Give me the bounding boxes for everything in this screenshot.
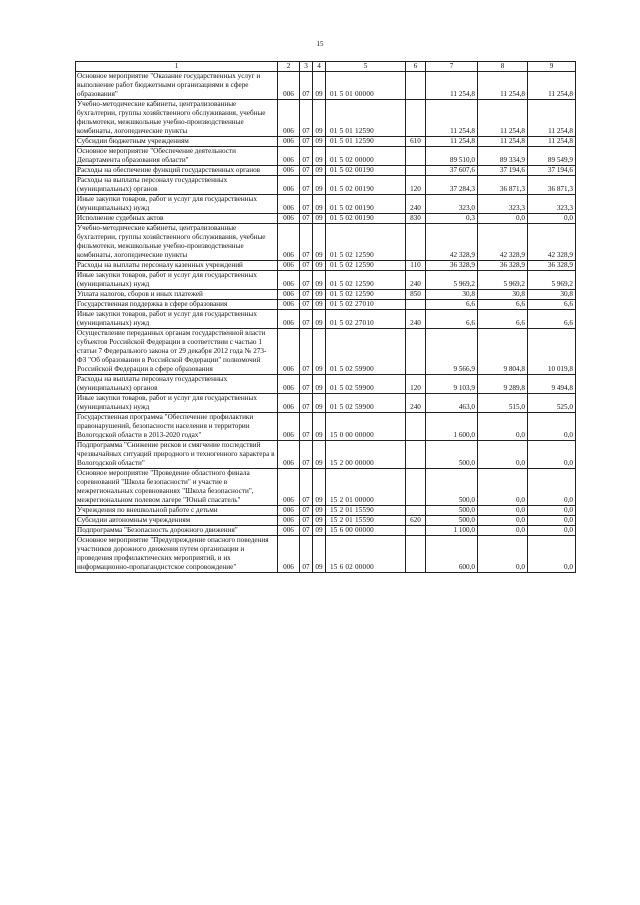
expense-type-cell: 110: [406, 261, 426, 271]
amount-year2-cell: 0,0: [478, 214, 528, 224]
amount-year1-cell: 9 103,9: [426, 375, 478, 394]
admin-code-cell: 006: [278, 375, 300, 394]
table-row: [76, 100, 576, 137]
table-row: [76, 72, 576, 100]
expense-type-cell: [406, 441, 426, 469]
amount-year3-cell: 0,0: [528, 441, 576, 469]
table-row: [76, 137, 576, 147]
amount-year1-cell: 600,0: [426, 536, 478, 573]
amount-year3-cell: 0,0: [528, 469, 576, 506]
amount-year1-cell: 463,0: [426, 394, 478, 413]
section-code-cell: 07: [300, 214, 313, 224]
section-code-cell: 07: [300, 469, 313, 506]
amount-year1-cell: 1 600,0: [426, 413, 478, 441]
section-code-cell: 07: [300, 290, 313, 300]
table-row: [76, 300, 576, 310]
admin-code-cell: 006: [278, 147, 300, 166]
subsection-code-cell: 09: [313, 413, 326, 441]
subsection-code-cell: 09: [313, 516, 326, 526]
row-name-cell: Расходы на обеспечение функций государственных органов: [76, 166, 278, 176]
amount-year3-cell: 42 328,9: [528, 224, 576, 261]
row-name-cell: Исполнение судебных актов: [76, 214, 278, 224]
expense-type-cell: [406, 506, 426, 516]
target-code-cell: 01 5 01 12590: [326, 137, 406, 147]
amount-year3-cell: 0,0: [528, 536, 576, 573]
row-name-cell: Подпрограмма "Снижение рисков и смягчение последствий чрезвычайных ситуаций природного и техногенного характера в Вологодской области": [76, 441, 278, 469]
row-name-cell: Основное мероприятие "Предупреждение опасного поведения участников дорожного движения путем организации и проведения профилактических мероприятий, и их информационно-пропагандистское сопровождение": [76, 536, 278, 573]
row-name-cell: Основное мероприятие "Обеспечение деятельности Департамента образования области": [76, 147, 278, 166]
amount-year1-cell: 1 100,0: [426, 526, 478, 536]
budget-table: [75, 61, 576, 573]
table-row: [76, 375, 576, 394]
row-name-cell: Государственная программа "Обеспечение профилактики правонарушений, безопасности населения и территории Вологодской области в 2013-2020 годах": [76, 413, 278, 441]
subsection-code-cell: 09: [313, 469, 326, 506]
subsection-code-cell: 09: [313, 261, 326, 271]
table-row: [76, 526, 576, 536]
subsection-code-cell: 09: [313, 72, 326, 100]
expense-type-cell: [406, 72, 426, 100]
row-name-cell: Уплата налогов, сборов и иных платежей: [76, 290, 278, 300]
table-row: [76, 506, 576, 516]
subsection-code-cell: 09: [313, 195, 326, 214]
amount-year3-cell: 0,0: [528, 214, 576, 224]
amount-year3-cell: 525,0: [528, 394, 576, 413]
table-header-row: [76, 62, 576, 72]
amount-year1-cell: 36 328,9: [426, 261, 478, 271]
row-name-cell: Субсидии автономным учреждениям: [76, 516, 278, 526]
row-name-cell: Государственная поддержка в сфере образования: [76, 300, 278, 310]
admin-code-cell: 006: [278, 441, 300, 469]
row-name-cell: Учебно-методические кабинеты, централизованные бухгалтерии, группы хозяйственного обслуживания, учебные фильмотеки, межшкольные учебно-производственные комбинаты, логопедические пункты: [76, 224, 278, 261]
section-code-cell: 07: [300, 176, 313, 195]
table-row: [76, 310, 576, 329]
target-code-cell: 15 2 01 00000: [326, 469, 406, 506]
amount-year1-cell: 6,6: [426, 300, 478, 310]
section-code-cell: 07: [300, 72, 313, 100]
amount-year3-cell: 37 194,6: [528, 166, 576, 176]
row-name-cell: Расходы на выплаты персоналу казенных учреждений: [76, 261, 278, 271]
table-row: [76, 329, 576, 375]
table-row: [76, 271, 576, 290]
expense-type-cell: [406, 300, 426, 310]
expense-type-cell: 620: [406, 516, 426, 526]
amount-year1-cell: 89 510,0: [426, 147, 478, 166]
section-code-cell: 07: [300, 394, 313, 413]
header-cell: 7: [426, 62, 478, 72]
subsection-code-cell: 09: [313, 329, 326, 375]
table-row: [76, 224, 576, 261]
amount-year3-cell: 5 969,2: [528, 271, 576, 290]
admin-code-cell: 006: [278, 516, 300, 526]
amount-year1-cell: 0,3: [426, 214, 478, 224]
amount-year3-cell: 36 328,9: [528, 261, 576, 271]
amount-year1-cell: 5 969,2: [426, 271, 478, 290]
row-name-cell: Иные закупки товаров, работ и услуг для государственных (муниципальных) нужд: [76, 310, 278, 329]
amount-year2-cell: 11 254,8: [478, 100, 528, 137]
target-code-cell: 01 5 02 59900: [326, 394, 406, 413]
target-code-cell: 01 5 02 00190: [326, 195, 406, 214]
amount-year3-cell: 0,0: [528, 506, 576, 516]
section-code-cell: 07: [300, 195, 313, 214]
target-code-cell: 01 5 02 00000: [326, 147, 406, 166]
subsection-code-cell: 09: [313, 214, 326, 224]
row-name-cell: Основное мероприятие "Проведение областного финала соревнований "Школа безопасности" и участие в межрегиональных соревнованиях "Школа безопасности", межрегиональном полевом лагере "Юный спасатель": [76, 469, 278, 506]
header-cell: 1: [76, 62, 278, 72]
page-number: 15: [316, 40, 324, 48]
expense-type-cell: 240: [406, 195, 426, 214]
subsection-code-cell: 09: [313, 506, 326, 516]
table-row: [76, 176, 576, 195]
amount-year2-cell: 0,0: [478, 413, 528, 441]
amount-year1-cell: 323,0: [426, 195, 478, 214]
target-code-cell: 01 5 02 00190: [326, 166, 406, 176]
amount-year2-cell: 0,0: [478, 506, 528, 516]
admin-code-cell: 006: [278, 72, 300, 100]
section-code-cell: 07: [300, 536, 313, 573]
section-code-cell: 07: [300, 147, 313, 166]
target-code-cell: 01 5 01 12590: [326, 100, 406, 137]
admin-code-cell: 006: [278, 526, 300, 536]
amount-year3-cell: 30,8: [528, 290, 576, 300]
amount-year1-cell: 30,8: [426, 290, 478, 300]
amount-year2-cell: 11 254,8: [478, 72, 528, 100]
table-row: [76, 413, 576, 441]
row-name-cell: Субсидии бюджетным учреждениям: [76, 137, 278, 147]
admin-code-cell: 006: [278, 469, 300, 506]
admin-code-cell: 006: [278, 214, 300, 224]
admin-code-cell: 006: [278, 166, 300, 176]
amount-year3-cell: 323,3: [528, 195, 576, 214]
table-row: [76, 290, 576, 300]
admin-code-cell: 006: [278, 271, 300, 290]
expense-type-cell: 610: [406, 137, 426, 147]
amount-year3-cell: 6,6: [528, 300, 576, 310]
header-cell: 4: [313, 62, 326, 72]
expense-type-cell: [406, 224, 426, 261]
section-code-cell: 07: [300, 413, 313, 441]
target-code-cell: 15 2 00 00000: [326, 441, 406, 469]
target-code-cell: 15 0 00 00000: [326, 413, 406, 441]
row-name-cell: Подпрограмма "Безопасность дорожного движения": [76, 526, 278, 536]
subsection-code-cell: 09: [313, 176, 326, 195]
amount-year1-cell: 9 566,9: [426, 329, 478, 375]
admin-code-cell: 006: [278, 137, 300, 147]
amount-year2-cell: 30,8: [478, 290, 528, 300]
section-code-cell: 07: [300, 516, 313, 526]
table-row: [76, 441, 576, 469]
amount-year3-cell: 10 019,8: [528, 329, 576, 375]
target-code-cell: 01 5 01 00000: [326, 72, 406, 100]
section-code-cell: 07: [300, 271, 313, 290]
amount-year3-cell: 0,0: [528, 526, 576, 536]
amount-year2-cell: 6,6: [478, 300, 528, 310]
row-name-cell: Расходы на выплаты персоналу государственных (муниципальных) органов: [76, 375, 278, 394]
expense-type-cell: [406, 166, 426, 176]
section-code-cell: 07: [300, 300, 313, 310]
target-code-cell: 01 5 02 12590: [326, 261, 406, 271]
admin-code-cell: 006: [278, 224, 300, 261]
expense-type-cell: [406, 469, 426, 506]
amount-year2-cell: 89 334,9: [478, 147, 528, 166]
section-code-cell: 07: [300, 526, 313, 536]
section-code-cell: 07: [300, 329, 313, 375]
table-row: [76, 516, 576, 526]
amount-year2-cell: 9 804,8: [478, 329, 528, 375]
admin-code-cell: 006: [278, 290, 300, 300]
amount-year3-cell: 36 871,3: [528, 176, 576, 195]
amount-year2-cell: 0,0: [478, 469, 528, 506]
subsection-code-cell: 09: [313, 536, 326, 573]
expense-type-cell: [406, 147, 426, 166]
expense-type-cell: 240: [406, 271, 426, 290]
target-code-cell: 01 5 02 00190: [326, 214, 406, 224]
amount-year2-cell: 36 328,9: [478, 261, 528, 271]
amount-year2-cell: 42 328,9: [478, 224, 528, 261]
table-row: [76, 147, 576, 166]
target-code-cell: 01 5 02 00190: [326, 176, 406, 195]
amount-year3-cell: 11 254,8: [528, 72, 576, 100]
row-name-cell: Иные закупки товаров, работ и услуг для государственных (муниципальных) нужд: [76, 394, 278, 413]
subsection-code-cell: 09: [313, 310, 326, 329]
admin-code-cell: 006: [278, 394, 300, 413]
section-code-cell: 07: [300, 100, 313, 137]
target-code-cell: 01 5 02 12590: [326, 271, 406, 290]
target-code-cell: 15 2 01 15590: [326, 506, 406, 516]
subsection-code-cell: 09: [313, 394, 326, 413]
table-row: [76, 536, 576, 573]
amount-year1-cell: 6,6: [426, 310, 478, 329]
header-cell: 2: [278, 62, 300, 72]
table-row: [76, 195, 576, 214]
amount-year1-cell: 500,0: [426, 469, 478, 506]
admin-code-cell: 006: [278, 176, 300, 195]
amount-year1-cell: 500,0: [426, 441, 478, 469]
expense-type-cell: [406, 329, 426, 375]
section-code-cell: 07: [300, 224, 313, 261]
expense-type-cell: [406, 100, 426, 137]
admin-code-cell: 006: [278, 195, 300, 214]
table-row: [76, 394, 576, 413]
target-code-cell: 15 6 02 00000: [326, 536, 406, 573]
target-code-cell: 15 2 01 15590: [326, 516, 406, 526]
header-cell: 6: [406, 62, 426, 72]
amount-year1-cell: 37 607,6: [426, 166, 478, 176]
subsection-code-cell: 09: [313, 300, 326, 310]
amount-year2-cell: 36 871,3: [478, 176, 528, 195]
amount-year3-cell: 9 494,8: [528, 375, 576, 394]
amount-year3-cell: 11 254,8: [528, 137, 576, 147]
amount-year1-cell: 42 328,9: [426, 224, 478, 261]
row-name-cell: Основное мероприятие "Оказание государственных услуг и выполнение работ бюджетными организациями в сфере образования": [76, 72, 278, 100]
amount-year2-cell: 9 289,8: [478, 375, 528, 394]
admin-code-cell: 006: [278, 300, 300, 310]
expense-type-cell: 850: [406, 290, 426, 300]
amount-year3-cell: 0,0: [528, 516, 576, 526]
row-name-cell: Иные закупки товаров, работ и услуг для государственных (муниципальных) нужд: [76, 271, 278, 290]
amount-year1-cell: 11 254,8: [426, 100, 478, 137]
amount-year1-cell: 500,0: [426, 506, 478, 516]
subsection-code-cell: 09: [313, 147, 326, 166]
section-code-cell: 07: [300, 375, 313, 394]
amount-year2-cell: 6,6: [478, 310, 528, 329]
admin-code-cell: 006: [278, 261, 300, 271]
header-cell: 9: [528, 62, 576, 72]
subsection-code-cell: 09: [313, 375, 326, 394]
subsection-code-cell: 09: [313, 271, 326, 290]
amount-year3-cell: 11 254,8: [528, 100, 576, 137]
amount-year2-cell: 0,0: [478, 526, 528, 536]
admin-code-cell: 006: [278, 413, 300, 441]
section-code-cell: 07: [300, 261, 313, 271]
expense-type-cell: 240: [406, 310, 426, 329]
admin-code-cell: 006: [278, 310, 300, 329]
expense-type-cell: 120: [406, 375, 426, 394]
target-code-cell: 01 5 02 12590: [326, 290, 406, 300]
amount-year3-cell: 0,0: [528, 413, 576, 441]
amount-year2-cell: 0,0: [478, 536, 528, 573]
row-name-cell: Учебно-методические кабинеты, централизованные бухгалтерии, группы хозяйственного обслуживания, учебные фильмотеки, межшкольные учебно-производственные комбинаты, логопедические пункты: [76, 100, 278, 137]
admin-code-cell: 006: [278, 506, 300, 516]
section-code-cell: 07: [300, 166, 313, 176]
amount-year3-cell: 89 549,9: [528, 147, 576, 166]
subsection-code-cell: 09: [313, 526, 326, 536]
table-row: [76, 214, 576, 224]
amount-year1-cell: 37 284,3: [426, 176, 478, 195]
target-code-cell: 01 5 02 27010: [326, 300, 406, 310]
section-code-cell: 07: [300, 441, 313, 469]
expense-type-cell: [406, 526, 426, 536]
expense-type-cell: [406, 413, 426, 441]
row-name-cell: Учреждения по внешкольной работе с детьми: [76, 506, 278, 516]
expense-type-cell: [406, 536, 426, 573]
target-code-cell: 01 5 02 27010: [326, 310, 406, 329]
header-cell: 3: [300, 62, 313, 72]
section-code-cell: 07: [300, 310, 313, 329]
expense-type-cell: 120: [406, 176, 426, 195]
section-code-cell: 07: [300, 137, 313, 147]
subsection-code-cell: 09: [313, 100, 326, 137]
expense-type-cell: 240: [406, 394, 426, 413]
admin-code-cell: 006: [278, 100, 300, 137]
row-name-cell: Иные закупки товаров, работ и услуг для государственных (муниципальных) нужд: [76, 195, 278, 214]
admin-code-cell: 006: [278, 329, 300, 375]
amount-year1-cell: 500,0: [426, 516, 478, 526]
amount-year2-cell: 323,3: [478, 195, 528, 214]
target-code-cell: 01 5 02 59900: [326, 329, 406, 375]
amount-year2-cell: 515,0: [478, 394, 528, 413]
amount-year2-cell: 0,0: [478, 516, 528, 526]
subsection-code-cell: 09: [313, 441, 326, 469]
target-code-cell: 15 6 00 00000: [326, 526, 406, 536]
amount-year2-cell: 5 969,2: [478, 271, 528, 290]
amount-year1-cell: 11 254,8: [426, 72, 478, 100]
table-row: [76, 166, 576, 176]
row-name-cell: Расходы на выплаты персоналу государственных (муниципальных) органов: [76, 176, 278, 195]
section-code-cell: 07: [300, 506, 313, 516]
header-cell: 8: [478, 62, 528, 72]
row-name-cell: Осуществление переданных органам государственной власти субъектов Российской Федерации в соответствии с частью 1 статьи 7 Федерального закона от 29 декабря 2012 года № 273-ФЗ "Об образовании в Российской Федерации" полномочий Российской Федерации в сфере образования: [76, 329, 278, 375]
table-row: [76, 261, 576, 271]
admin-code-cell: 006: [278, 536, 300, 573]
amount-year2-cell: 37 194,6: [478, 166, 528, 176]
subsection-code-cell: 09: [313, 224, 326, 261]
subsection-code-cell: 09: [313, 290, 326, 300]
target-code-cell: 01 5 02 59900: [326, 375, 406, 394]
subsection-code-cell: 09: [313, 137, 326, 147]
amount-year2-cell: 11 254,8: [478, 137, 528, 147]
header-cell: 5: [326, 62, 406, 72]
amount-year3-cell: 6,6: [528, 310, 576, 329]
target-code-cell: 01 5 02 12590: [326, 224, 406, 261]
subsection-code-cell: 09: [313, 166, 326, 176]
amount-year2-cell: 0,0: [478, 441, 528, 469]
amount-year1-cell: 11 254,8: [426, 137, 478, 147]
expense-type-cell: 830: [406, 214, 426, 224]
table-row: [76, 469, 576, 506]
